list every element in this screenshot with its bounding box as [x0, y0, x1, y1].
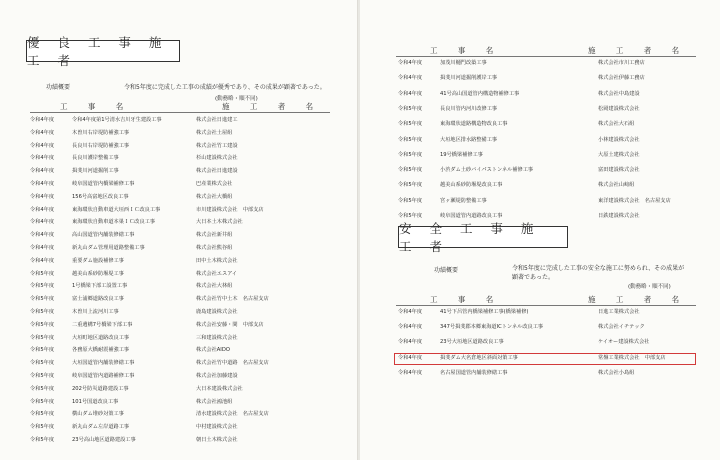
work-name-cell: 揖斐ダム大名倉地区斜面対策工事 — [440, 354, 518, 361]
order-note: (動務略・順不同) — [215, 96, 258, 102]
table-row — [360, 75, 715, 82]
col-header-contractor-right: 施 工 者 名 — [588, 46, 689, 55]
work-name-cell: 大垣国道管内舗装修繕工事 — [72, 360, 135, 367]
work-name-cell: 長良川右岸堤防補強工事 — [72, 142, 130, 149]
year-cell: 令和5年度 — [30, 398, 55, 405]
work-name-cell: 岐阜国道管内橋梁補修工事 — [72, 181, 135, 187]
work-name-cell: 重要ダム施設補修工事 — [72, 257, 124, 264]
year-cell: 令和4年度 — [30, 142, 55, 149]
contractor-cell: 清水建設株式会社 名古屋支店 — [196, 411, 269, 418]
year-cell: 令和4年度 — [30, 193, 55, 200]
table-row — [0, 373, 355, 380]
work-name-cell: 長良川護岸整備工事 — [72, 155, 119, 162]
table-row — [360, 121, 715, 128]
contractor-cell: 株式会社イチテック — [598, 324, 645, 331]
work-name-cell: 23号高山地区道路建設工事 — [72, 437, 136, 443]
contractor-cell: 大原土建株式会社 — [598, 151, 640, 158]
year-cell: 令和5年度 — [398, 121, 423, 128]
table-row — [0, 335, 355, 342]
contractor-cell: 鹿島建設株式会社 — [196, 309, 238, 315]
header-rule-right — [396, 56, 696, 57]
work-name-cell: 大垣地区排水路整備工事 — [440, 136, 498, 143]
year-cell: 令和5年度 — [30, 360, 55, 367]
work-name-cell: 宮ヶ瀬堤防整備工事 — [440, 197, 487, 204]
safety-summary-label: 功績概要 — [434, 267, 459, 274]
work-name-cell: 木曽川上流河川工事 — [72, 309, 119, 315]
table-row — [0, 130, 355, 137]
year-cell: 令和4年度 — [30, 129, 55, 136]
work-name-cell: 小渋ダム土砂バイパストンネル補修工事 — [440, 167, 534, 174]
table-row — [360, 309, 715, 316]
work-name-cell: 101号国道改良工事 — [72, 398, 119, 405]
table-row — [0, 194, 355, 201]
header-rule — [30, 112, 330, 113]
table-row — [0, 322, 355, 329]
table-row — [360, 339, 715, 346]
year-cell: 令和5年度 — [30, 321, 55, 328]
safety-summary-text-1: 令和5年度に完成した工事の安全な施工に努められ、その成果が — [512, 265, 685, 272]
work-name-cell: 令和4年度第1号清水吉川牙生建設工事 — [72, 117, 162, 123]
contractor-cell: 株式会社日進建工 — [196, 117, 238, 123]
table-row — [0, 219, 355, 226]
safety-summary-text-2: 顕著であった。 — [512, 274, 554, 281]
work-name-cell: 41号高山国道管内構造物補修工事 — [440, 90, 520, 97]
table-row — [0, 399, 355, 406]
table-row — [0, 283, 355, 290]
work-name-cell: 1号橋梁下部工設置工事 — [72, 283, 128, 290]
contractor-cell: 株式会社大橋組 — [196, 193, 233, 200]
safety-col-header-work: 工 事 名 — [430, 295, 503, 304]
work-name-cell: 富士浦郷道路改良工事 — [72, 296, 124, 303]
year-cell: 令和4年度 — [398, 339, 423, 346]
work-name-cell: 越美山系砂防堰堤改良工事 — [440, 182, 503, 189]
work-name-cell: 越美山系砂防堰堤工事 — [72, 270, 124, 277]
table-row — [0, 271, 355, 278]
table-row — [360, 370, 715, 377]
table-row — [0, 155, 355, 162]
table-row — [0, 181, 355, 188]
table-row — [360, 324, 715, 331]
year-cell: 令和5年度 — [398, 151, 423, 158]
contractor-cell: 中村建設株式会社 — [196, 424, 238, 431]
left-page — [0, 0, 358, 460]
year-cell: 令和4年度 — [30, 219, 55, 226]
table-row — [360, 137, 715, 144]
work-name-cell: 木曽川右岸堤防補強工事 — [72, 129, 130, 136]
contractor-cell: 常盤工業株式会社 中部支店 — [598, 354, 666, 361]
contractor-cell: 日進工業株式会社 — [598, 309, 640, 315]
year-cell: 令和5年度 — [398, 213, 423, 219]
year-cell: 令和4年度 — [30, 181, 55, 187]
work-name-cell: 新丸山ダム左岸道路工事 — [72, 424, 130, 431]
year-cell: 令和5年度 — [398, 182, 423, 189]
year-cell: 令和4年度 — [398, 354, 423, 361]
contractor-cell: 株式会社山﨑組 — [598, 182, 635, 189]
right-page — [360, 0, 720, 460]
contractor-cell: 大日本土木株式会社 — [196, 219, 243, 226]
contractor-cell: 株式会社加藤建設 — [196, 373, 238, 379]
year-cell: 令和5年度 — [30, 270, 55, 277]
work-name-cell: 東海環状自動車道本巣ＩＣ改良工事 — [72, 219, 156, 226]
work-name-cell: 高山国道管内舗装修繕工事 — [72, 232, 135, 239]
table-row — [360, 152, 715, 159]
contractor-cell: 市川建設株式会社 中部支店 — [196, 206, 264, 213]
table-row — [0, 168, 355, 175]
work-name-cell: 東海環状道路構造物改良工事 — [440, 121, 508, 128]
table-row — [360, 106, 715, 113]
year-cell: 令和5年度 — [30, 283, 55, 290]
table-row — [0, 143, 355, 150]
summary-label: 功績概要 — [46, 84, 71, 91]
table-row — [0, 296, 355, 303]
work-name-cell: 41号下呂管内橋梁補修工事(橋梁補修) — [440, 309, 529, 315]
year-cell: 令和5年度 — [30, 437, 55, 443]
table-row — [0, 117, 355, 124]
work-name-cell: 二重遺構7号橋梁下部工事 — [72, 321, 133, 328]
work-name-cell: 岐阜国道管内道路改良工事 — [440, 213, 503, 219]
table-row — [0, 207, 355, 214]
year-cell: 令和4年度 — [30, 206, 55, 213]
contractor-cell: 株式会社竹中道路 名古屋支店 — [196, 360, 269, 367]
contractor-cell: 大日本建設株式会社 — [196, 385, 243, 392]
year-cell: 令和5年度 — [398, 197, 423, 204]
contractor-cell: ケイオー建設株式会社 — [598, 339, 650, 346]
contractor-cell: 株式会社小島組 — [598, 369, 635, 376]
table-row — [0, 411, 355, 418]
contractor-cell: 株式会社大石組 — [598, 121, 635, 128]
contractor-cell: 松岡建設株式会社 — [598, 105, 640, 112]
table-row — [360, 91, 715, 98]
col-header-work-right: 工 事 名 — [430, 46, 503, 55]
contractor-cell: 株式会社鴻池組 — [196, 398, 233, 405]
table-row — [0, 424, 355, 431]
year-cell: 令和4年度 — [30, 117, 55, 123]
work-name-cell: 新丸山ダム管理用道路整備工事 — [72, 245, 145, 251]
year-cell: 令和4年度 — [398, 309, 423, 315]
work-name-cell: 各務原大橋耐震補強工事 — [72, 347, 130, 354]
safety-order-note: (動務略・順不同) — [628, 284, 671, 290]
year-cell: 令和4年度 — [30, 245, 55, 251]
work-name-cell: 加茂川樋門改築工事 — [440, 60, 487, 66]
contractor-cell: 株式会社土屋組 — [196, 129, 233, 136]
work-name-cell: 347号揖斐郡本郷東海道ICトンネル改良工事 — [440, 324, 544, 331]
work-name-cell: 長良川管内河川改修工事 — [440, 105, 498, 112]
excellent-works-title: 優 良 工 事 施 工 者 — [26, 40, 180, 62]
year-cell: 令和5年度 — [30, 373, 55, 379]
year-cell: 令和5年度 — [30, 411, 55, 418]
year-cell: 令和4年度 — [30, 155, 55, 162]
safety-works-title: 安 全 工 事 施 工 者 — [398, 226, 568, 248]
contractor-cell: 東洋建設株式会社 名古屋支店 — [598, 197, 671, 204]
contractor-cell: 株式会社大林組 — [196, 283, 233, 290]
highlight-box — [394, 353, 696, 365]
contractor-cell: 富田建設株式会社 — [598, 167, 640, 174]
year-cell: 令和4年度 — [30, 168, 55, 175]
table-row — [360, 60, 715, 67]
contractor-cell: 株式会社AIDO — [196, 347, 230, 354]
table-row — [0, 309, 355, 316]
col-header-work: 工 事 名 — [60, 102, 133, 111]
contractor-cell: 株式会社竹中土木 名古屋支店 — [196, 296, 269, 303]
table-row — [0, 386, 355, 393]
contractor-cell: 株式会社日進建設 — [196, 168, 238, 175]
contractor-cell: 田中土木株式会社 — [196, 257, 238, 264]
year-cell: 令和5年度 — [398, 105, 423, 112]
table-row — [0, 232, 355, 239]
contractor-cell: 株式会社市川工務店 — [598, 60, 645, 66]
work-name-cell: 揖斐川河道掘削護岸工事 — [440, 75, 498, 82]
work-name-cell: 大垣町地区道路改良工事 — [72, 334, 130, 341]
work-name-cell: 19号橋梁補修工事 — [440, 151, 483, 158]
safety-col-header-contractor: 施 工 者 名 — [588, 295, 689, 304]
contractor-cell: 株式会社伊藤工務店 — [598, 75, 645, 82]
contractor-cell: 株式会社エスアイ — [196, 270, 238, 277]
contractor-cell: 株式会社新井組 — [196, 232, 233, 239]
summary-text: 令和5年度に完成した工事の成績が優秀であり、その成果が顕著であった。 — [124, 84, 326, 91]
contractor-cell: 巴産業株式会社 — [196, 181, 233, 187]
table-row — [0, 258, 355, 265]
table-row — [0, 347, 355, 354]
contractor-cell: 日鉄建設株式会社 — [598, 213, 640, 219]
year-cell: 令和5年度 — [30, 347, 55, 354]
work-name-cell: 横山ダム堆砂対策工事 — [72, 411, 124, 418]
col-header-contractor: 施 工 者 名 — [222, 102, 323, 111]
year-cell: 令和4年度 — [398, 60, 423, 66]
work-name-cell: 揖斐川河道掘削工事 — [72, 168, 119, 175]
work-name-cell: 名古屋国道管内舗装修繕工事 — [440, 369, 508, 376]
table-row — [0, 437, 355, 444]
table-row — [0, 245, 355, 252]
work-name-cell: 23号大垣地区道路改良工事 — [440, 339, 504, 346]
safety-header-rule — [396, 305, 696, 306]
year-cell: 令和4年度 — [30, 232, 55, 239]
year-cell: 令和4年度 — [398, 75, 423, 82]
year-cell: 令和5年度 — [30, 334, 55, 341]
work-name-cell: 202号防災道路建設工事 — [72, 385, 129, 392]
year-cell: 令和5年度 — [30, 296, 55, 303]
year-cell: 令和4年度 — [30, 257, 55, 264]
year-cell: 令和5年度 — [30, 309, 55, 315]
work-name-cell: 岐阜国道管内道路補修工事 — [72, 373, 135, 379]
table-row — [360, 198, 715, 205]
year-cell: 令和4年度 — [398, 324, 423, 331]
contractor-cell: 株式会社熊谷組 — [196, 245, 233, 251]
year-cell: 令和5年度 — [398, 167, 423, 174]
contractor-cell: 杉山建設株式会社 — [196, 155, 238, 162]
work-name-cell: 156号高富地区改良工事 — [72, 193, 129, 200]
year-cell: 令和4年度 — [398, 90, 423, 97]
table-row — [360, 167, 715, 174]
contractor-cell: 株式会社竹工建設 — [196, 142, 238, 149]
year-cell: 令和5年度 — [30, 424, 55, 431]
contractor-cell: 朝日土木株式会社 — [196, 437, 238, 443]
year-cell: 令和5年度 — [398, 136, 423, 143]
year-cell: 令和5年度 — [30, 385, 55, 392]
contractor-cell: 株式会社安藤・間 中部支店 — [196, 321, 264, 328]
contractor-cell: 株式会社中島建設 — [598, 90, 640, 97]
table-row — [0, 360, 355, 367]
contractor-cell: 小林建設株式会社 — [598, 136, 640, 143]
work-name-cell: 東海環状自動車道大垣西ＩＣ改良工事 — [72, 206, 161, 213]
year-cell: 令和4年度 — [398, 369, 423, 376]
contractor-cell: 三和建設株式会社 — [196, 334, 238, 341]
table-row — [360, 182, 715, 189]
